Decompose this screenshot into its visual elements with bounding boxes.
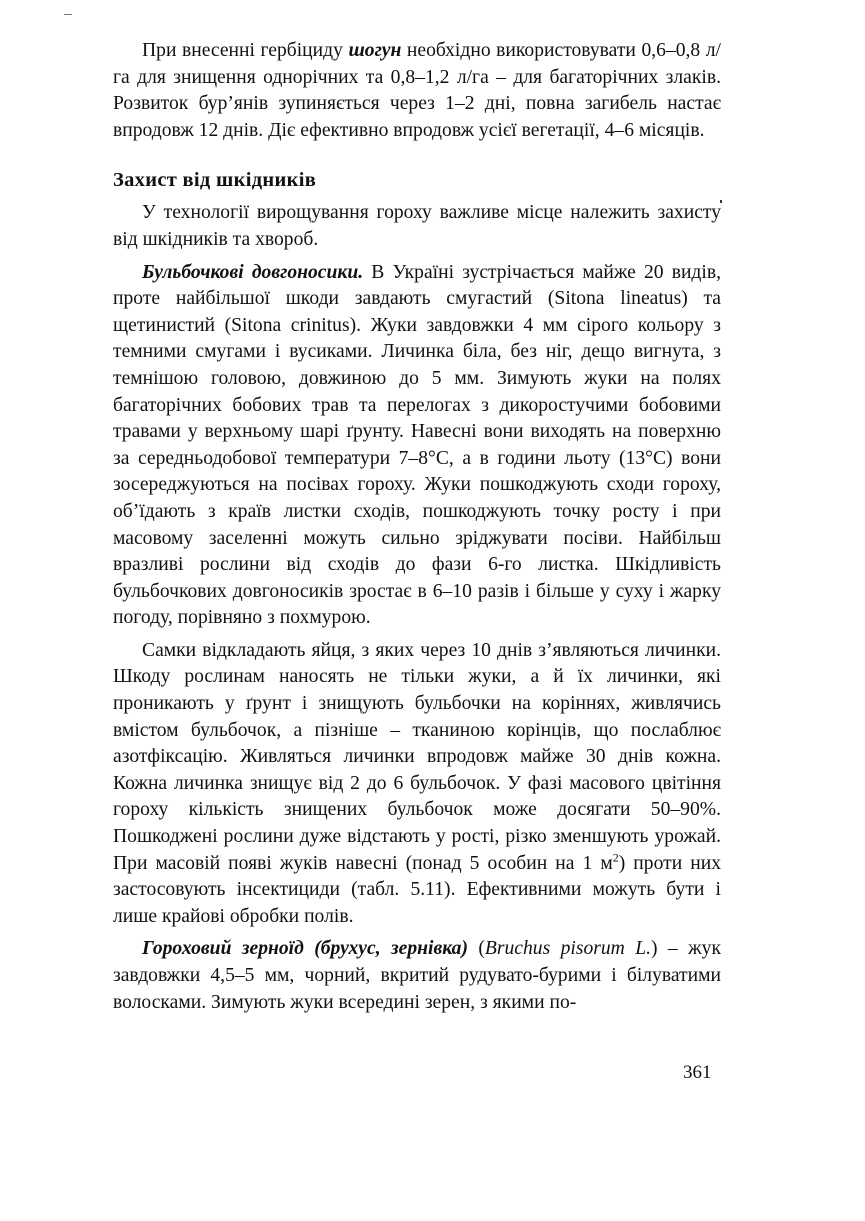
pea-weevil-latin: Bruchus pisorum L. [484,938,652,960]
larvae-text-b: ) проти них застосовують інсектициди (табл. 5.11). Ефективними можуть бути і лише крайові обробки полів. [113,852,721,927]
pea-weevil-text: ) – жук завдовжки 4,5–5 мм, чорний, вкритий рудувато-бурими і білуватими волосками. Зимують жуки всередині зерен, з якими по- [113,938,721,1013]
page-body [113,38,721,1016]
pea-weevil-paren-open: ( [467,938,485,960]
section-heading: Захист від шкідників [113,169,317,192]
weevils-text: В Україні зустрічається майже 20 видів, проте найбільшої шкоди завдають смугастий (Sitona lineatus) та щетинистий (Sitona crinitus). Жуки завдовжки 4 мм сірого кольору з темними смугами і вусиками. Личинка біла, без ніг, дещо вигнута, з темнішою головою, довжиною до 5 мм. Зимують жуки на полях багаторічних бобових трав та перелогах з дикоростучими бобовими травами у верхньому шарі ґрунту. Навесні вони виходять на поверхню за середньодобової температури 7–8°С, а в години льоту (13°С) вони зосереджуються на посівах гороху. Жуки пошкоджують сходи гороху, об’їдають з країв листки сходів, пошкоджують точку росту і при масовому заселенні можуть сильно зріджувати посіви. Найбільш вразливі рослини від сходів до фази 6-го листка. Шкідливість бульбочкових довгоносиків зростає в 6–10 разів і більше у суху і жарку погоду, порівняно з похмурою. [113,261,721,629]
pea-weevil-term: Гороховий зерноїд (брухус, зернівка) [142,938,468,960]
larvae-superscript: 2 [612,850,619,865]
paragraph-herbicide-text: необхідно використовувати 0,6–0,8 л/га для знищення однорічних та 0,8–1,2 л/га – для багаторічних злаків. Розвиток бур’янів зупиняється через 1–2 дні, повна загибель настає впродовж 12 днів. Діє ефективно впродовж усієї вегетації, 4–6 місяців. [113,40,721,141]
larvae-text-a: Самки відкладають яйця, з яких через 10 днів з’являються личинки. Шкоду рослинам наносять не тільки жуки, а й їх личинки, які проникають у ґрунт і знищують бульбочки на коріннях, живлячись вмістом бульбочок, а пізніше – тканиною корінців, що послаблює азотфіксацію. Живляться личинки впродовж майже 30 днів кожна. Кожна личинка знищує від 2 до 6 бульбочок. У фазі масового цвітіння гороху кількість знищених бульбочок може досягати 50–90%. Пошкоджені рослини дуже відстають у рості, різко зменшують урожай. При масовій появі жуків навесні (понад 5 особин на 1 м [113,639,721,874]
paragraph-herbicide-intro: При внесенні гербіциду [142,40,349,61]
paragraph-herbicide [113,38,721,144]
paragraph-intro: У технології вирощування гороху важливе місце належить захисту від шкідників та хвороб. [113,202,721,250]
scan-corner-mark [64,14,72,15]
page-number: 361 [683,1062,712,1083]
paragraph-larvae [113,638,721,931]
herbicide-name: шогун [348,40,402,61]
paragraph-pea-weevil [113,936,721,1016]
weevils-term: Бульбочкові довгоносики. [142,261,364,283]
paragraph-weevils [113,260,721,632]
